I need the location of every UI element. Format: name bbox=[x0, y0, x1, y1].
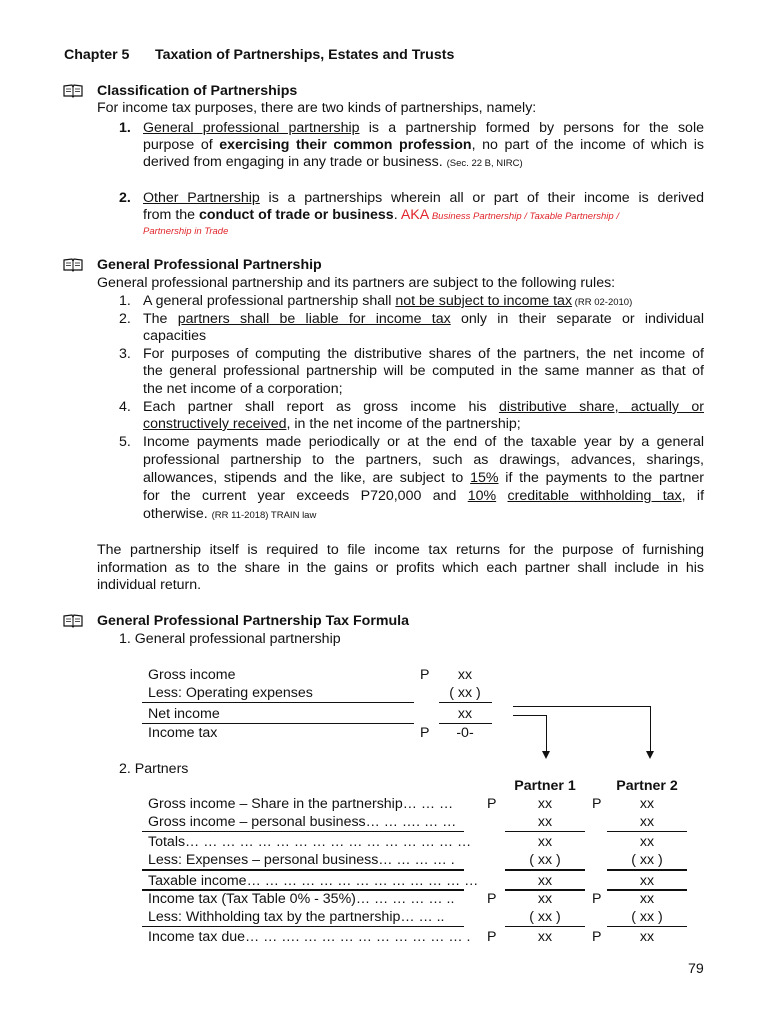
gpp-row-value: xx bbox=[457, 706, 473, 722]
rule2-line1: The partners shall be liable for income tax only in their separate or individual bbox=[143, 311, 704, 327]
partner-row-value2: xx bbox=[639, 873, 655, 889]
open-book-icon bbox=[63, 614, 83, 628]
item2-line3: Partnership in Trade bbox=[143, 226, 229, 237]
partner-table-rule bbox=[142, 831, 464, 832]
gpp-row-label: Less: Operating expenses bbox=[148, 685, 313, 701]
connector-line bbox=[650, 706, 651, 751]
section-heading-classification: Classification of Partnerships bbox=[97, 83, 298, 99]
section1-intro: For income tax purposes, there are two kinds of partnerships, namely: bbox=[97, 100, 537, 116]
connector-line bbox=[546, 715, 547, 751]
partner-table-rule bbox=[505, 926, 585, 927]
rule3-line2: the general professional partnership will be computed in the same manner as that of bbox=[143, 363, 704, 379]
chapter-label: Chapter 5 bbox=[64, 47, 130, 63]
rule3-line3: the net income of a corporation; bbox=[143, 381, 343, 397]
partner-row-label: Totals… … … … … … … … … … … … … … … … bbox=[148, 834, 472, 850]
partner-row-label: Less: Expenses – personal business… … … … . bbox=[148, 852, 455, 868]
partner-row-value1: xx bbox=[537, 873, 553, 889]
partner-table-rule bbox=[142, 926, 464, 927]
gpp-row-label: Income tax bbox=[148, 725, 218, 741]
item2-number: 2. bbox=[119, 190, 131, 206]
partner-table-rule bbox=[607, 831, 687, 832]
gpp-row-p: P bbox=[420, 667, 430, 683]
column-header-partner1: Partner 1 bbox=[514, 778, 576, 794]
rule5-line3: allowances, stipends and the like, are subject to 15% if the payments to the partner bbox=[143, 470, 705, 486]
rule4-line1: Each partner shall report as gross income his distributive share, actually or bbox=[143, 399, 704, 415]
partner-row-label: Income tax (Tax Table 0% - 35%)… … … … … .. bbox=[148, 891, 455, 907]
partner-table-rule bbox=[142, 869, 464, 871]
connector-line bbox=[513, 715, 546, 716]
partner-row-label: Gross income – personal business… … …. … … bbox=[148, 814, 457, 830]
gpp-row-value: ( xx ) bbox=[449, 685, 481, 701]
partner-row-label: Gross income – Share in the partnership… … … bbox=[148, 796, 454, 812]
partner-row-p2: P bbox=[592, 891, 602, 907]
partner-table-rule bbox=[607, 926, 687, 927]
partner-row-p1: P bbox=[487, 929, 497, 945]
gpp-row-value: xx bbox=[457, 667, 473, 683]
item2-line1: Other Partnership is a partnerships wherein all or part of their income is derived bbox=[143, 190, 704, 206]
rule1-text: A general professional partnership shall not be subject to income tax (RR 02-2010) bbox=[143, 293, 633, 309]
rule2-line2: capacities bbox=[143, 328, 207, 344]
partner-table-rule bbox=[607, 869, 687, 871]
arrow-down-icon bbox=[542, 751, 550, 759]
rule5-line4: for the current year exceeds P720,000 and 10% creditable withholding tax, if bbox=[143, 488, 705, 504]
partner-row-value1: xx bbox=[537, 834, 553, 850]
partner-row-label: Income tax due… … …. … … … … … … … … … . bbox=[148, 929, 471, 945]
rule4-line2: constructively received, in the net income of the partnership; bbox=[143, 416, 521, 432]
paragraph-line2: information as to the share in the gains or profits which each partner shall include in his bbox=[97, 560, 704, 576]
item1-line2: purpose of exercising their common profession, no part of the income of which is bbox=[143, 137, 704, 153]
partner-row-value2: ( xx ) bbox=[631, 852, 663, 868]
section-heading-gpp: General Professional Partnership bbox=[97, 257, 322, 273]
rule1-number: 1. bbox=[119, 293, 131, 309]
item1-line1: General professional partnership is a partnership formed by persons for the sole bbox=[143, 120, 704, 136]
partner-row-value2: xx bbox=[639, 796, 655, 812]
page-number: 79 bbox=[688, 961, 704, 977]
gpp-row-p: P bbox=[420, 725, 430, 741]
partner-row-p1: P bbox=[487, 891, 497, 907]
partner-row-value1: ( xx ) bbox=[529, 852, 561, 868]
gpp-rule bbox=[142, 723, 414, 724]
item1-number: 1. bbox=[119, 120, 131, 136]
rule5-number: 5. bbox=[119, 434, 131, 450]
rule5-line2: professional partnership to the partners, such as drawings, advances, sharings, bbox=[143, 452, 704, 468]
open-book-icon bbox=[63, 84, 83, 98]
arrow-down-icon bbox=[646, 751, 654, 759]
gpp-rule bbox=[142, 702, 414, 703]
chapter-title: Taxation of Partnerships, Estates and Trusts bbox=[155, 47, 455, 63]
rule4-number: 4. bbox=[119, 399, 131, 415]
rule3-line1: For purposes of computing the distributive shares of the partners, the net income of bbox=[143, 346, 704, 362]
partner-row-p2: P bbox=[592, 796, 602, 812]
rule5-line5: otherwise. (RR 11-2018) TRAIN law bbox=[143, 506, 317, 522]
rule5-line1: Income payments made periodically or at the end of the taxable year by a general bbox=[143, 434, 704, 450]
sub-heading-partners: 2. Partners bbox=[119, 761, 189, 777]
item2-line2: from the conduct of trade or business. AKA Business Partnership / Taxable Partnership / bbox=[143, 207, 619, 223]
partner-row-value2: xx bbox=[639, 929, 655, 945]
partner-row-label: Less: Withholding tax by the partnership… … .. bbox=[148, 909, 445, 925]
partner-row-value1: xx bbox=[537, 929, 553, 945]
partner-row-value1: xx bbox=[537, 796, 553, 812]
partner-row-value2: xx bbox=[639, 814, 655, 830]
partner-table-rule bbox=[505, 831, 585, 832]
rule3-number: 3. bbox=[119, 346, 131, 362]
gpp-row-label: Gross income bbox=[148, 667, 236, 683]
partner-row-p1: P bbox=[487, 796, 497, 812]
rule2-number: 2. bbox=[119, 311, 131, 327]
partner-row-value1: xx bbox=[537, 891, 553, 907]
partner-row-p2: P bbox=[592, 929, 602, 945]
paragraph-line1: The partnership itself is required to file income tax returns for the purpose of furnishing bbox=[97, 542, 704, 558]
sub-heading-gpp: 1. General professional partnership bbox=[119, 631, 341, 647]
partner-table-rule bbox=[505, 869, 585, 871]
section2-intro: General professional partnership and its partners are subject to the following rules: bbox=[97, 275, 616, 291]
partner-row-value1: ( xx ) bbox=[529, 909, 561, 925]
partner-row-value2: ( xx ) bbox=[631, 909, 663, 925]
gpp-row-value: -0- bbox=[456, 725, 474, 741]
partner-row-value2: xx bbox=[639, 834, 655, 850]
gpp-rule bbox=[439, 723, 492, 724]
paragraph-line3: individual return. bbox=[97, 577, 202, 593]
open-book-icon bbox=[63, 258, 83, 272]
partner-row-value1: xx bbox=[537, 814, 553, 830]
section-heading-tax-formula: General Professional Partnership Tax Formula bbox=[97, 613, 409, 629]
partner-row-label: Taxable income… … … … … … … … … … … … … bbox=[148, 873, 479, 889]
partner-row-value2: xx bbox=[639, 891, 655, 907]
item1-line3: derived from engaging in any trade or business. (Sec. 22 B, NIRC) bbox=[143, 154, 523, 170]
connector-line bbox=[513, 706, 650, 707]
column-header-partner2: Partner 2 bbox=[616, 778, 678, 794]
gpp-rule bbox=[439, 702, 492, 703]
gpp-row-label: Net income bbox=[148, 706, 220, 722]
